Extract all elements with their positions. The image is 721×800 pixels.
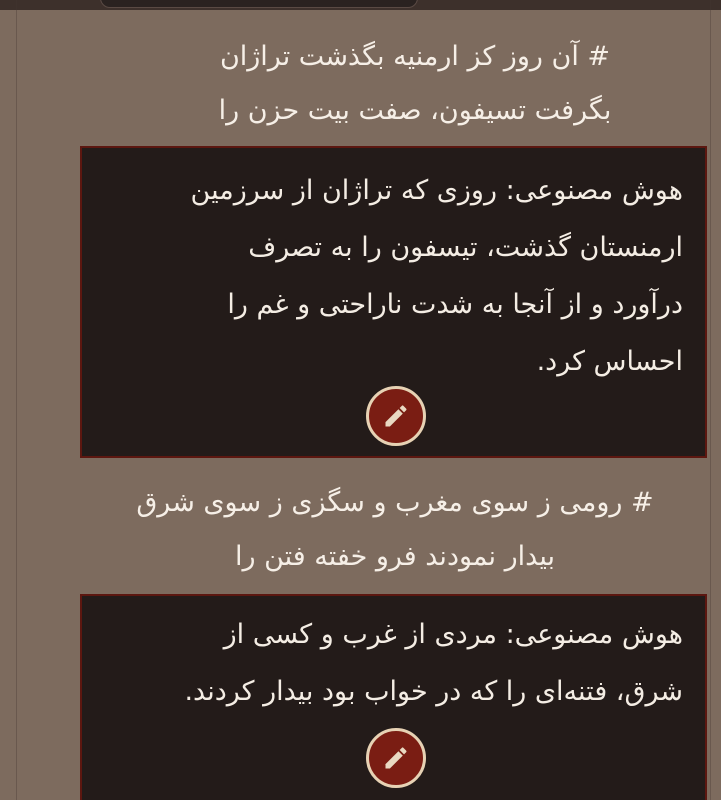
verse-line: # آن روز کز ارمنیه بگذشت تراژان [219,41,611,72]
right-divider [710,0,711,800]
verse-line: # رومی ز سوی مغرب و سگزی ز سوی شرق [136,487,654,518]
verse-block [140,30,690,138]
pencil-icon [382,402,410,430]
ai-response-line: هوش مصنوعی: مردی از غرب و کسی از [223,619,683,650]
ai-response-text [102,162,683,390]
verse-line: بگرفت تسیفون، صفت بیت حزن را [218,95,612,126]
edit-button[interactable] [366,728,426,788]
top-pill [100,0,418,8]
left-divider [16,0,17,800]
ai-response-line: احساس کرد. [536,346,683,377]
ai-response-text [102,606,683,720]
ai-response-box [80,594,707,800]
ai-response-line: درآورد و از آنجا به شدت ناراحتی و غم را [227,289,683,320]
ai-response-line: هوش مصنوعی: روزی که تراژان از سرزمین [190,175,683,206]
verse-line: بیدار نمودند فرو خفته فتن را [234,541,556,572]
ai-response-box [80,146,707,458]
edit-button[interactable] [366,386,426,446]
ai-response-line: شرق، فتنه‌ای را که در خواب بود بیدار کردند. [184,676,683,707]
verse-block [100,476,690,584]
ai-response-line: ارمنستان گذشت، تیسفون را به تصرف [248,232,683,263]
pencil-icon [382,744,410,772]
